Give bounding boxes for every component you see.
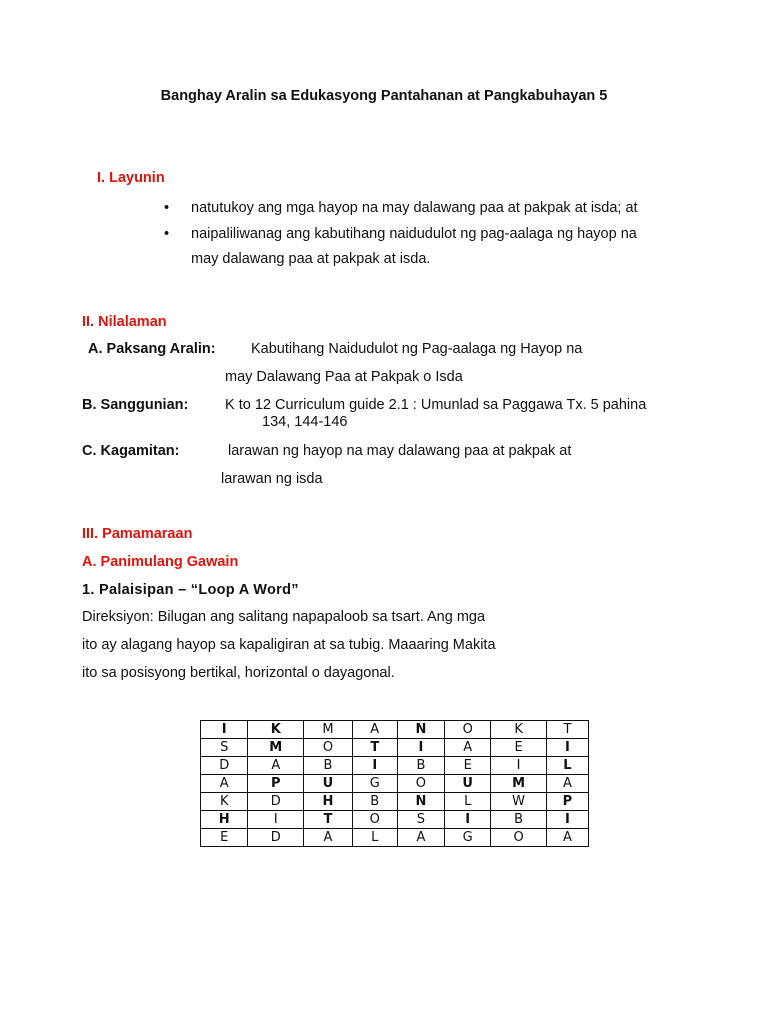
paksang-aralin-text: Kabutihang Naidudulot ng Pag-aalaga ng Hayop na bbox=[251, 341, 583, 357]
grid-cell: O bbox=[397, 775, 444, 793]
sanggunian-text-cont: 134, 144-146 bbox=[262, 414, 348, 430]
section-heading-nilalaman: II. Nilalaman bbox=[82, 314, 167, 330]
bullet-item: • natutukoy ang mga hayop na may dalawang paa at pakpak at isda; at bbox=[191, 200, 638, 216]
grid-cell: E bbox=[491, 739, 547, 757]
grid-cell: A bbox=[445, 739, 491, 757]
grid-cell: G bbox=[352, 775, 397, 793]
grid-cell: O bbox=[491, 829, 547, 847]
grid-cell: K bbox=[491, 721, 547, 739]
grid-row bbox=[201, 739, 589, 757]
page-title: Banghay Aralin sa Edukasyong Pantahanan at Pangkabuhayan 5 bbox=[160, 88, 608, 104]
grid-cell: D bbox=[201, 757, 248, 775]
grid-cell: I bbox=[445, 811, 491, 829]
item-palaisipan: 1. Palaisipan – “Loop A Word” bbox=[82, 582, 299, 598]
grid-cell: H bbox=[201, 811, 248, 829]
grid-cell: L bbox=[546, 757, 588, 775]
grid-cell: T bbox=[304, 811, 353, 829]
grid-row bbox=[201, 721, 589, 739]
grid-cell: I bbox=[491, 757, 547, 775]
grid-cell: L bbox=[352, 829, 397, 847]
paksang-aralin-text-cont: may Dalawang Paa at Pakpak o Isda bbox=[225, 369, 463, 385]
grid-cell: E bbox=[201, 829, 248, 847]
grid-cell: O bbox=[352, 811, 397, 829]
bullet-continuation: may dalawang paa at pakpak at isda. bbox=[191, 251, 431, 267]
grid-cell: I bbox=[248, 811, 304, 829]
direction-line: Direksiyon: Bilugan ang salitang napapaloob sa tsart. Ang mga bbox=[82, 609, 486, 625]
grid-cell: T bbox=[546, 721, 588, 739]
grid-cell: D bbox=[248, 829, 304, 847]
direction-line: ito ay alagang hayop sa kapaligiran at sa tubig. Maaaring Makita bbox=[82, 637, 496, 653]
grid-cell: B bbox=[304, 757, 353, 775]
grid-cell: E bbox=[445, 757, 491, 775]
loop-a-word-grid bbox=[200, 720, 589, 847]
grid-cell: P bbox=[248, 775, 304, 793]
grid-cell: W bbox=[491, 793, 547, 811]
paksang-aralin-label: A. Paksang Aralin: bbox=[88, 341, 216, 357]
grid-cell: A bbox=[201, 775, 248, 793]
grid-cell: A bbox=[304, 829, 353, 847]
grid-cell: N bbox=[397, 721, 444, 739]
grid-cell: P bbox=[546, 793, 588, 811]
grid-cell: D bbox=[248, 793, 304, 811]
grid-cell: I bbox=[352, 757, 397, 775]
grid-cell: S bbox=[201, 739, 248, 757]
grid-cell: I bbox=[546, 811, 588, 829]
grid-cell: A bbox=[248, 757, 304, 775]
sanggunian-text: K to 12 Curriculum guide 2.1 : Umunlad sa Paggawa Tx. 5 pahina bbox=[225, 397, 647, 413]
grid-cell: M bbox=[304, 721, 353, 739]
grid-cell: O bbox=[304, 739, 353, 757]
grid-cell: B bbox=[491, 811, 547, 829]
grid-cell: B bbox=[397, 757, 444, 775]
grid-cell: U bbox=[304, 775, 353, 793]
grid-cell: L bbox=[445, 793, 491, 811]
section-heading-pamamaraan: III. Pamamaraan bbox=[82, 526, 193, 542]
grid-row bbox=[201, 793, 589, 811]
grid-cell: G bbox=[445, 829, 491, 847]
grid-cell: A bbox=[352, 721, 397, 739]
grid-cell: M bbox=[248, 739, 304, 757]
grid-row bbox=[201, 811, 589, 829]
bullet-item: • naipaliliwanag ang kabutihang naidudulot ng pag-aalaga ng hayop na bbox=[191, 226, 637, 242]
grid-cell: U bbox=[445, 775, 491, 793]
grid-cell: H bbox=[304, 793, 353, 811]
grid-row bbox=[201, 829, 589, 847]
grid-cell: K bbox=[201, 793, 248, 811]
grid-cell: T bbox=[352, 739, 397, 757]
grid-cell: A bbox=[546, 829, 588, 847]
grid-cell: O bbox=[445, 721, 491, 739]
grid-cell: M bbox=[491, 775, 547, 793]
direction-line: ito sa posisyong bertikal, horizontal o dayagonal. bbox=[82, 665, 395, 681]
sanggunian-label: B. Sanggunian: bbox=[82, 397, 189, 413]
grid-cell: B bbox=[352, 793, 397, 811]
grid-cell: I bbox=[397, 739, 444, 757]
grid-cell: K bbox=[248, 721, 304, 739]
grid-cell: N bbox=[397, 793, 444, 811]
kagamitan-label: C. Kagamitan: bbox=[82, 443, 180, 459]
grid-cell: I bbox=[546, 739, 588, 757]
kagamitan-text: larawan ng hayop na may dalawang paa at pakpak at bbox=[228, 443, 572, 459]
subheading-panimulang-gawain: A. Panimulang Gawain bbox=[82, 554, 239, 570]
grid-cell: A bbox=[546, 775, 588, 793]
grid-cell: S bbox=[397, 811, 444, 829]
grid-cell: I bbox=[201, 721, 248, 739]
kagamitan-text-cont: larawan ng isda bbox=[221, 471, 323, 487]
grid-row bbox=[201, 775, 589, 793]
grid-row bbox=[201, 757, 589, 775]
grid-cell: A bbox=[397, 829, 444, 847]
section-heading-layunin: I. Layunin bbox=[97, 170, 165, 186]
